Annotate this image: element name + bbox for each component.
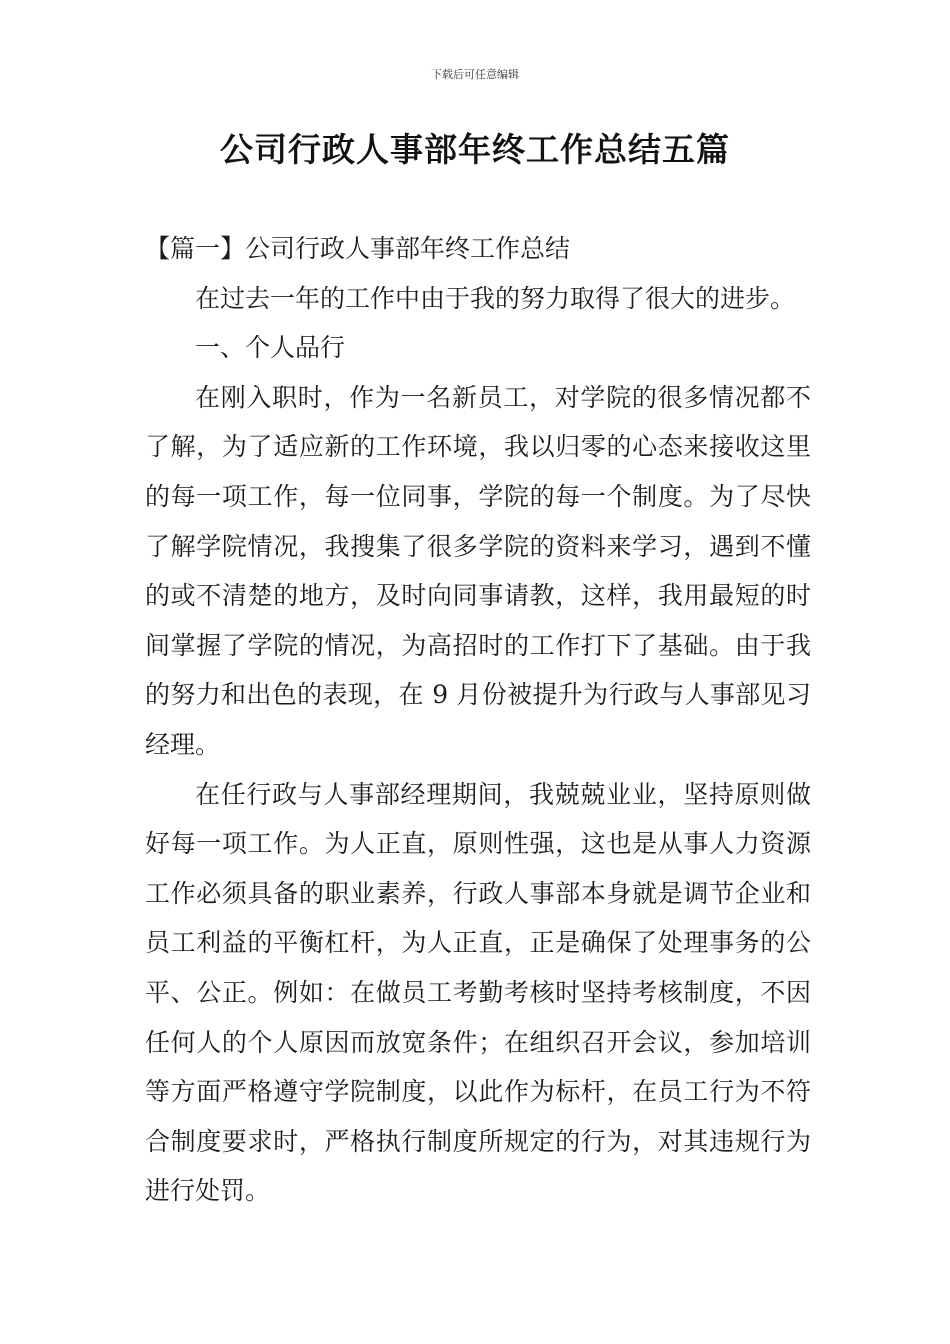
paragraph-manager-period: 在任行政与人事部经理期间，我兢兢业业，坚持原则做好每一项工作。为人正直，原则性强，这也是从事人力资源工作必须具备的职业素养，行政人事部本身就是调节企业和员工利益的平衡杠杆，为人正直，正是确保了处理事务的公平、公正。例如：在做员工考勤考核时坚持考核制度，不因任何人的个人原因而放宽条件；在组织召开会议，参加培训等方面严格遵守学院制度，以此作为标杆，在员工行为不符合制度要求时，严格执行制度所规定的行为，对其违规行为进行处罚。 <box>145 779 811 1206</box>
document-body <box>145 224 811 1216</box>
paragraph-intro: 在过去一年的工作中由于我的努力取得了很大的进步。 <box>195 283 796 313</box>
paragraph-onboarding: 在刚入职时，作为一名新员工，对学院的很多情况都不了解，为了适应新的工作环境，我以归零的心态来接收这里的每一项工作，每一位同事，学院的每一个制度。为了尽快了解学院情况，我搜集了很多学院的资料来学习，遇到不懂的或不清楚的地方，及时向同事请教，这样，我用最短的时间掌握了学院的情况，为高招时的工作打下了基础。由于我的努力和出色的表现，在 9 月份被提升为行政与人事部见习经理。 <box>145 382 811 759</box>
section-heading: 【篇一】公司行政人事部年终工作总结 <box>145 234 571 263</box>
subheading-personal-conduct: 一、个人品行 <box>195 333 346 363</box>
document-title: 公司行政人事部年终工作总结五篇 <box>220 130 730 169</box>
header-note: 下载后可任意编辑 <box>431 68 519 81</box>
